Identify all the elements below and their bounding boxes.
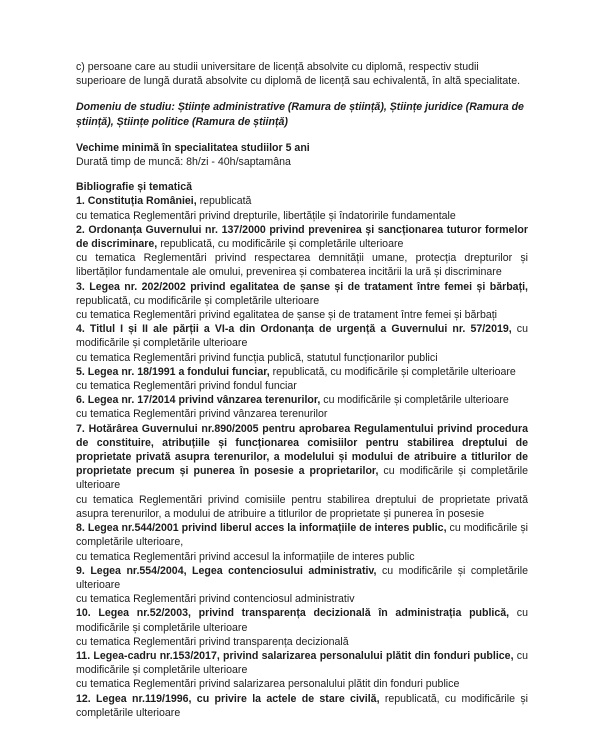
bibliography-item-topic: cu tematica Reglementări privind funcția publică, statutul funcționarilor publici [76,351,438,364]
bibliography-item [76,223,528,251]
bibliography-item-note: republicată [196,195,252,208]
bibliography-item-title: 11. Legea-cadru nr.153/2017, privind salarizarea personalului plătit din fonduri publice, [76,649,514,662]
bibliography-item-topic: cu tematica Reglementări privind transparența decizională [76,635,349,648]
bibliography-item-topic: cu tematica Reglementări privind accesul la informațiile de interes public [76,550,415,563]
bibliography-item-title: 8. Legea nr.544/2001 privind liberul acces la informațiile de interes public, [76,522,447,535]
bibliography-item-topic: cu tematica Reglementări privind salarizarea personalului plătit din fonduri publice [76,678,460,691]
working-time: Durată timp de muncă: 8h/zi - 40h/saptamâna [76,156,291,169]
bibliography-item-title: 3. Legea nr. 202/2002 privind egalitatea de șanse și de tratament între femei și bărbați, [76,280,528,293]
bibliography-item [76,194,528,208]
bibliography-item-topic: cu tematica Reglementări privind respectarea demnității umane, protecția drepturilor și libertăților fundamentale ale omului, prevenirea și combaterea incitării la ură și discriminare [76,252,528,279]
bibliography-item-title: 5. Legea nr. 18/1991 a fondului funciar, [76,365,270,378]
bibliography-item [76,649,528,677]
bibliography-item-note: cu modificările și completările ulterioare [76,607,528,634]
bibliography-item-note: cu modificările și completările ulterioare [76,564,528,591]
bibliography-item-note: republicată, cu modificările și completările ulterioare [157,238,404,251]
bibliography-item [76,692,528,720]
bibliography-item-topic: cu tematica Reglementări privind drepturile, libertățile și îndatoririle fundamentale [76,209,456,222]
bibliography-item-topic: cu tematica Reglementări privind vânzarea terenurilor [76,408,328,421]
bibliography-item-title: 9. Legea nr.554/2004, Legea contenciosului administrativ, [76,564,377,577]
minimum-seniority: Vechime minimă în specialitatea studiilor 5 ani [76,141,310,154]
bibliography-item [76,422,528,493]
bibliography-item-title: 4. Titlul I și II ale părții a VI-a din Ordonanța de urgență a Guvernului nr. 57/2019, [76,323,512,336]
bibliography-item-note: cu modificările și completările ulterioare [76,323,528,350]
bibliography-item-topic: cu tematica Reglementări privind fondul funciar [76,380,297,393]
bibliography-item [76,280,528,308]
bibliography-item-note: republicată, cu modificările și completările ulterioare [76,692,528,719]
bibliography-item-topic: cu tematica Reglementări privind contenciosul administrativ [76,593,355,606]
bibliography-item-note: cu modificările și completările ulterioare [76,649,528,677]
bibliography-item [76,393,528,407]
bibliography-item-title: 10. Legea nr.52/2003, privind transparența decizională în administrația publică, [76,607,510,620]
bibliography-item-note: republicată, cu modificările și completările ulterioare [269,365,516,378]
bibliography-item [76,521,528,549]
bibliography-item-note: cu modificările și completările ulterioare, [76,522,528,549]
study-domain: Domeniu de studiu: Științe administrative (Ramura de știință), Științe juridice (Ramura de știință), Științe politice (Ramura de știință) [76,101,524,128]
bibliography-item-note: republicată, cu modificările și completările ulterioare [76,294,320,307]
bibliography-item-topic: cu tematica Reglementări privind comisiile pentru stabilirea dreptului de proprietate privată asupra terenurilor, a modului de atribuire a titlurilor de proprietate și punerea în posesie [76,493,528,520]
bibliography-item-title: 1. Constituția României, [76,195,197,208]
bibliography-list [76,194,528,720]
bibliography-item-title: 2. Ordonanța Guvernului nr. 137/2000 privind prevenirea și sancționarea tuturor formelor de discriminare, [76,223,528,251]
bibliography-item [76,322,528,350]
bibliography-item-title: 12. Legea nr.119/1996, cu privire la actele de stare civilă, [76,692,380,705]
bibliography-item-note: cu modificările și completările ulterioare [76,465,528,492]
document-content [76,60,528,720]
bibliography-item [76,564,528,592]
bibliography-item [76,365,528,379]
bibliography-item-topic: cu tematica Reglementări privind egalitatea de șanse și de tratament între femei și bărbați [76,309,498,322]
bibliography-title: Bibliografie și tematică [76,181,192,194]
bibliography-item-title: 6. Legea nr. 17/2014 privind vânzarea terenurilor, [76,394,321,407]
intro-paragraph: c) persoane care au studii universitare de licență absolvite cu diplomă, respectiv studii superioare de lungă durată absolvite cu diplomă de licență sau echivalentă, în altă specialitate. [76,61,521,88]
bibliography-item-title: 7. Hotărârea Guvernului nr.890/2005 pentru aprobarea Regulamentului privind procedura de constituire, atribuțiile și funcționarea comisiilor pentru stabilirea dreptului de proprietate privată asupra terenurilor, a modelului și modului de atribuire a titlurilor de proprietate precum și punerea în posesie a proprietarilor, [76,422,528,478]
bibliography-item [76,606,528,634]
bibliography-item-note: cu modificările și completările ulterioare [320,394,509,407]
